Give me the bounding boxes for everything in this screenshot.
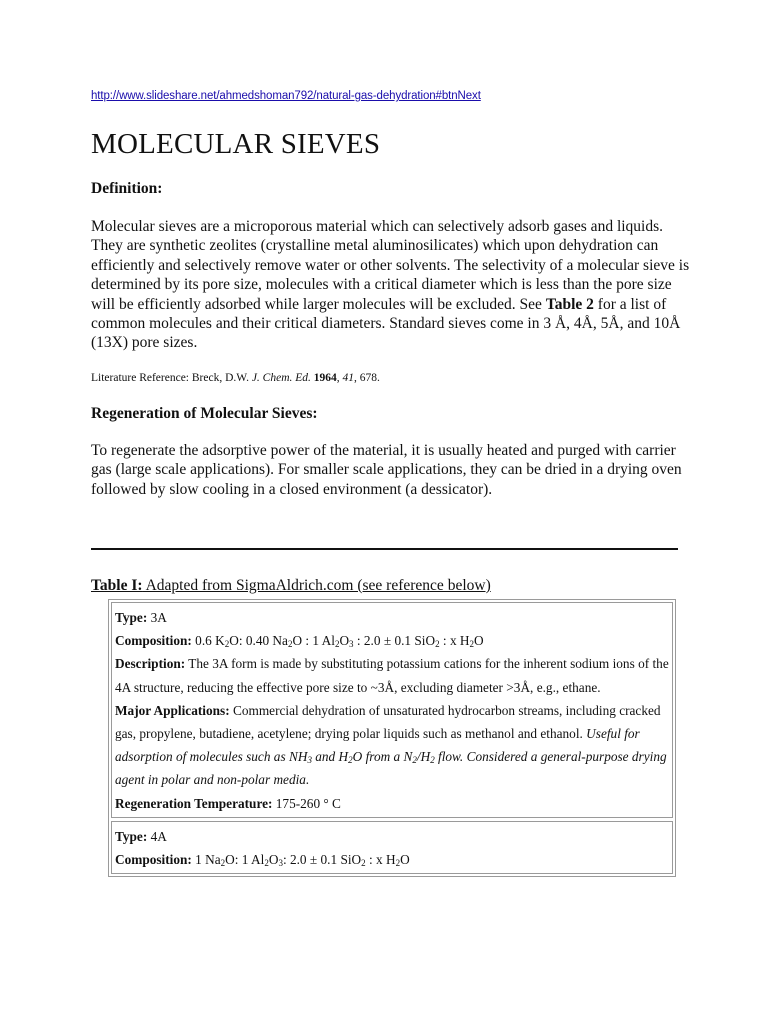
- composition-label: Composition:: [115, 633, 192, 649]
- lit-ref-year: 1964: [313, 372, 337, 384]
- definition-text-1: Molecular sieves are a microporous material which can selectively adsorb gases and liquids. They are synthetic zeolites (crystalline metal aluminosilicates) which upon dehydration can efficiently and selectively remove water or other solvents. The selectivity of a molecular sieve is determined by its pore size, molecules with a critical diameter which is less than the pore size will be efficiently adsorbed while larger molecules will be excluded. See: [91, 218, 690, 313]
- regen-temp-value: 175-260 ° C: [272, 795, 341, 811]
- lit-ref-journal: J. Chem. Ed.: [251, 372, 311, 384]
- type-value: 3A: [147, 610, 167, 625]
- literature-reference: [91, 372, 380, 384]
- regen-temp-label: Regeneration Temperature:: [115, 795, 273, 811]
- definition-paragraph: [91, 217, 691, 353]
- composition-row: Composition: 1 $Na_2O$: 1 $Al_2O_3$: 2.0 ± 0.1 SiO$_2$ : x $H_2O$: [115, 852, 410, 869]
- regeneration-heading: Regeneration of Molecular Sieves:: [91, 405, 318, 422]
- description-text: The 3A form is made by substituting potassium cations for the inherent sodium ions of the 4A structure, reducing the effective pore size to ~3Å, excluding diameter >3Å, e.g., ethane.: [115, 656, 669, 695]
- table-caption: [91, 577, 491, 595]
- composition-row: Composition: 0.6 $K_2O$: 0.40 $Na_2O$ : 1 $Al_2O_3$ : 2.0 ± 0.1 SiO$_2$ : x $H_2O$: [115, 633, 484, 650]
- table-caption-text: Adapted from SigmaAldrich.com (see reference below): [142, 577, 491, 594]
- source-url-link[interactable]: http://www.slideshare.net/ahmedshoman792/natural-gas-dehydration#btnNext: [91, 90, 481, 102]
- applications-note: Useful for adsorption of molecules such as $NH_3$ and $H_2O$ from a $N_2/H_2$ flow. Considered a general-purpose drying agent in polar and non-polar media.: [115, 726, 667, 788]
- type-label: Type:: [115, 610, 148, 625]
- type-row: [115, 825, 669, 848]
- type-value: 4A: [147, 828, 167, 844]
- description-row: [115, 652, 669, 698]
- table-2-reference: Table 2: [545, 295, 594, 313]
- applications-text: Commercial dehydration of unsaturated hydrocarbon streams, including cracked gas, propylene, butadiene, acetylene; drying polar liquids such as methanol and ethanol.: [115, 702, 661, 742]
- lit-ref-volume: 41: [342, 372, 355, 384]
- type-row: [115, 606, 669, 629]
- composition-label: Composition:: [115, 852, 192, 868]
- lit-ref-prefix: Literature Reference: Breck, D.W.: [91, 372, 252, 384]
- sieve-types-table: [108, 599, 676, 877]
- lit-ref-pages: , 678.: [354, 372, 380, 384]
- regeneration-temp-row: [115, 792, 669, 815]
- definition-text-2: for a list of common molecules and their critical diameters. Standard sieves come in 3 Å, 4Å, 5Å, and 10Å (13X) pore sizes.: [91, 295, 681, 352]
- regeneration-paragraph: To regenerate the adsorptive power of the material, it is usually heated and purged with carrier gas (large scale applications). For smaller scale applications, they can be dried in a drying oven followed by slow cooling in a closed environment (a dessicator).: [91, 442, 682, 498]
- description-label: Description:: [115, 656, 186, 672]
- applications-row: [115, 699, 669, 792]
- type-label: Type:: [115, 828, 148, 844]
- sieve-entry-4a: [111, 821, 673, 874]
- applications-label: Major Applications:: [115, 702, 230, 718]
- sieve-entry-3a: [111, 602, 673, 818]
- table-caption-label: Table I:: [91, 577, 143, 594]
- lit-ref-sep: ,: [336, 372, 343, 384]
- definition-heading: Definition:: [91, 180, 163, 197]
- section-divider: [91, 548, 678, 550]
- page-title: MOLECULAR SIEVES: [91, 128, 381, 160]
